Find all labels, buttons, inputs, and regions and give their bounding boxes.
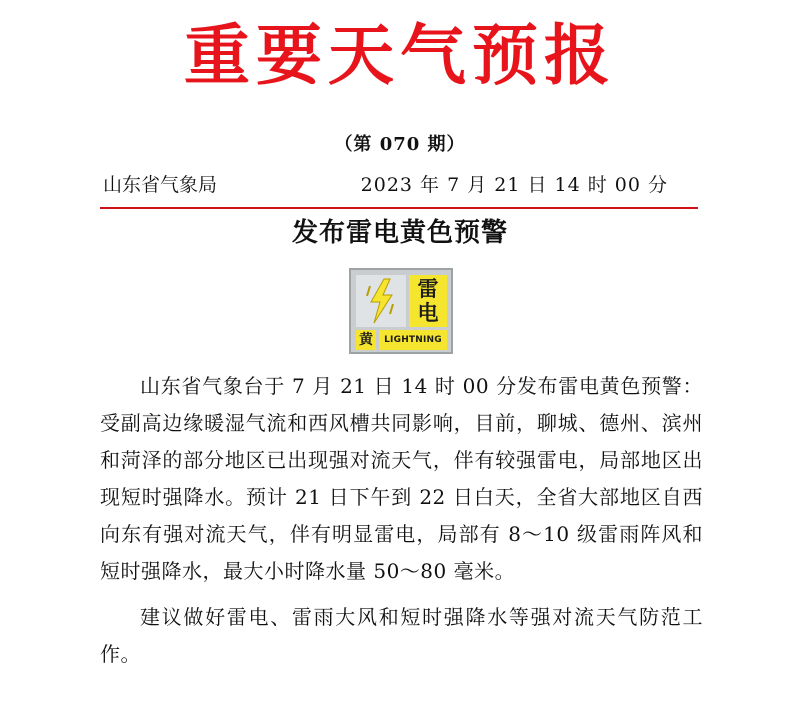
warning-heading: 发布雷电黄色预警 [291,218,508,248]
document-title: 重要天气预报 [184,16,616,94]
body-paragraph: 山东省气象台于 7 月 21 日 14 时 00 分发布雷电黄色预警：受副高边缘暖湿气流和西风槽共同影响，目前，聊城、德州、滨州和菏泽的部分地区已出现强对流天气，伴有较强雷电，局部地区出现短时强降水。预计 21 日下午到 22 日白天，全省大部地区自西向东有强对流天气，伴有明显雷电，局部有 8～10 级雷雨阵风和短时强降水，最大小时降水量 50～80 毫米。 [100,374,703,583]
issuer: 山东省气象局 [103,174,218,196]
body-text [100,368,703,673]
body-paragraph: 建议做好雷电、雷雨大风和短时强降水等强对流天气防范工作。 [100,605,703,666]
lightning-bolt-icon [364,278,398,324]
badge-english-label: LIGHTNING [379,330,447,350]
issue-number: （第 070 期） [334,134,466,155]
lightning-warning-badge [349,268,453,354]
meta-row [103,170,698,204]
issue-date: 2023 年 7 月 21 日 14 时 00 分 [360,174,668,196]
badge-icon-panel [356,275,406,327]
badge-name-line1: 雷 [417,277,439,301]
badge-name-line2: 电 [417,301,439,325]
badge-level: 黄 [356,330,376,350]
header-divider [100,207,698,209]
badge-name-panel [409,275,447,327]
